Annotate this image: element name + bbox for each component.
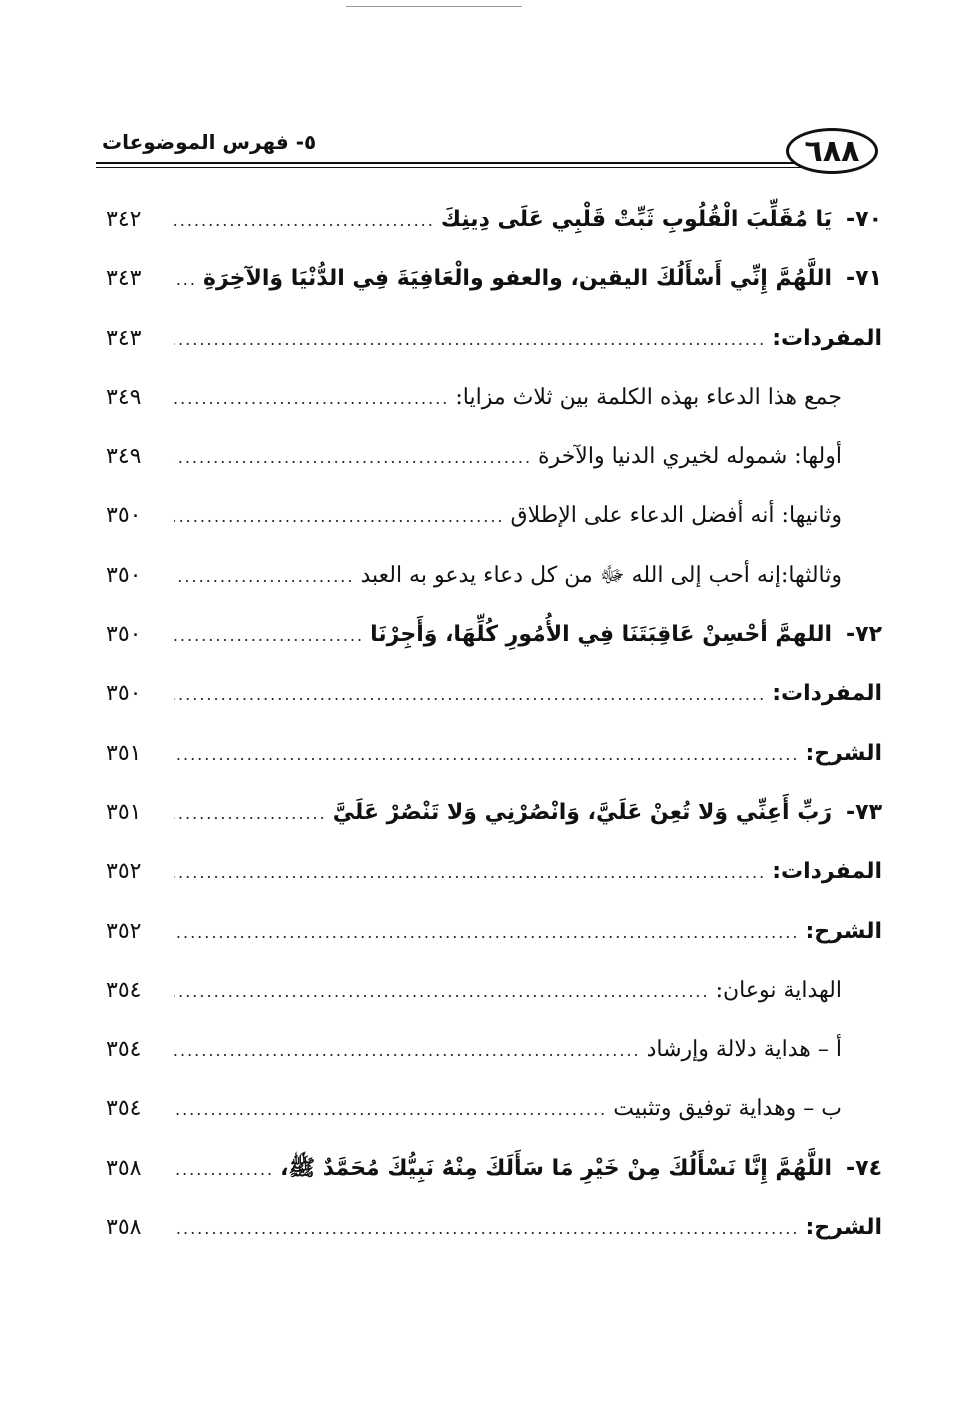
toc-entry-text: الشرح:: [805, 918, 882, 944]
toc-entry: [106, 368, 882, 427]
toc-entry: [106, 1198, 882, 1257]
toc-entry-text: وثانيها: أنه أفضل الدعاء على الإطلاق: [510, 503, 842, 529]
toc-entry-title: [455, 368, 882, 427]
toc-entry: [106, 605, 882, 664]
dot-leader: [174, 1021, 641, 1079]
toc-entry: [106, 309, 882, 368]
toc-entry-page: ٣٤٣: [106, 266, 142, 292]
toc-entry-text: رَبِّ أَعِنِّي وَلا تُعِنْ عَلَيَّ، وَانْصُرْنِي وَلا تَنْصُرْ عَلَيَّ: [332, 799, 832, 825]
toc-entry: [106, 546, 882, 605]
dot-leader: [174, 369, 449, 427]
toc-entry-text: الشرح:: [805, 740, 882, 766]
toc-entry-title: [370, 605, 882, 664]
toc-entry-page: ٣٥٠: [106, 503, 142, 529]
toc-entry-page: ٣٥٠: [106, 681, 142, 707]
top-rule: [346, 6, 522, 7]
toc-entry-page: ٣٥٢: [106, 918, 142, 944]
dot-leader: [174, 547, 354, 605]
toc-entry-page: ٣٥٤: [106, 1037, 142, 1063]
page-number-badge: [786, 128, 878, 174]
toc-entry-title: [805, 1198, 882, 1257]
toc-entry-title: [360, 546, 882, 605]
toc-entry-title: [647, 1020, 882, 1079]
page-header: [96, 124, 884, 184]
dot-leader: [174, 1080, 607, 1138]
toc-entry: [106, 486, 882, 545]
dot-leader: [174, 725, 799, 783]
toc-entry-title: [716, 961, 882, 1020]
toc-entry-number: ٧٢-: [846, 622, 882, 648]
dot-leader: [174, 191, 435, 249]
dot-leader: [174, 665, 766, 723]
header-rule: [96, 162, 804, 164]
toc-entry-page: ٣٤٣: [106, 325, 142, 351]
dot-leader: [174, 843, 766, 901]
toc-entry: [106, 902, 882, 961]
toc-entry-page: ٣٤٢: [106, 207, 142, 232]
toc-entry-title: [441, 190, 882, 249]
toc-entry-text: المفردات:: [772, 325, 882, 351]
toc-entry-text: اللهمَّ أحْسِنْ عَاقِبَتَنَا فِي الأُمُورِ كُلِّهَا، وَأَجِرْنَا: [370, 622, 832, 648]
toc-entry-text: الشرح:: [805, 1215, 882, 1241]
toc-entry-title: [511, 486, 882, 545]
toc-entry-page: ٣٥١: [106, 740, 142, 766]
dot-leader: [174, 606, 364, 664]
dot-leader: [174, 428, 532, 486]
toc-entry-title: [280, 1139, 882, 1198]
dot-leader: [174, 903, 799, 961]
toc-entry-title: [333, 783, 882, 842]
toc-entry-number: ٧٣-: [846, 799, 882, 825]
dot-leader: [174, 487, 505, 545]
toc-entry-text: اللَّهُمَّ إِنَّا نَسْأَلُكَ مِنْ خَيْرِ مَا سَأَلَكَ مِنْهُ نَبِيُّكَ مُحَمَّدٌ ﷺ،: [280, 1155, 832, 1181]
page-number: ٦٨٨: [804, 133, 860, 169]
dot-leader: [174, 1140, 274, 1198]
toc-entry: [106, 664, 882, 723]
table-of-contents: [106, 190, 882, 1257]
toc-entry-text: الهداية نوعان:: [715, 977, 842, 1003]
toc-entry-text: أ – هداية دلالة وإرشاد: [646, 1037, 842, 1063]
toc-entry-title: [538, 427, 882, 486]
toc-entry: [106, 842, 882, 901]
toc-entry-text: اللَّهُمَّ إِنِّي أَسْأَلُكَ اليقين، والعفو والْعَافِيَةَ فِي الدُّنْيَا وَالآخِرَةِ: [202, 266, 832, 292]
toc-entry-number: ٧١-: [846, 266, 882, 292]
toc-entry: [106, 1020, 882, 1079]
toc-entry-page: ٣٤٩: [106, 444, 142, 470]
toc-entry-text: المفردات:: [772, 859, 882, 885]
toc-entry: [106, 783, 882, 842]
dot-leader: [174, 250, 197, 308]
toc-entry-page: ٣٥٤: [106, 1096, 142, 1122]
toc-entry-number: ٧٤-: [846, 1155, 882, 1181]
toc-entry-text: ب – وهداية توفيق وتثبيت: [613, 1096, 842, 1122]
toc-entry-page: ٣٥٠: [106, 622, 142, 648]
toc-entry-title: [772, 309, 882, 368]
toc-entry-title: [805, 902, 882, 961]
toc-entry-number: ٧٠-: [846, 207, 882, 232]
toc-entry-title: [772, 664, 882, 723]
toc-entry: [106, 427, 882, 486]
toc-entry-page: ٣٥٤: [106, 977, 142, 1003]
toc-entry-title: [203, 249, 882, 308]
dot-leader: [174, 962, 710, 1020]
toc-entry-page: ٣٥٢: [106, 859, 142, 885]
toc-entry: [106, 961, 882, 1020]
toc-entry: [106, 1139, 882, 1198]
toc-entry: [106, 1079, 882, 1138]
toc-entry-text: وثالثها:إنه أحب إلى الله ﷻ من كل دعاء يدعو به العبد: [360, 562, 842, 588]
toc-entry-text: يَا مُقَلِّبَ الْقُلُوبِ ثَبِّتْ قَلْبِي عَلَى دِينِكَ: [440, 207, 832, 232]
header-rule-thin: [96, 167, 804, 168]
dot-leader: [174, 784, 327, 842]
toc-entry-text: المفردات:: [772, 681, 882, 707]
toc-entry-page: ٣٥٨: [106, 1215, 142, 1241]
toc-entry-page: ٣٥٠: [106, 562, 142, 588]
toc-entry-page: ٣٥٨: [106, 1155, 142, 1181]
toc-entry: [106, 724, 882, 783]
toc-entry-title: [805, 724, 882, 783]
running-title: ٥- فهرس الموضوعات: [102, 130, 317, 154]
toc-entry-text: جمع هذا الدعاء بهذه الكلمة بين ثلاث مزايا:: [455, 384, 842, 410]
toc-entry-page: ٣٥١: [106, 799, 142, 825]
toc-entry: [106, 190, 882, 249]
toc-entry-text: أولها: شموله لخيري الدنيا والآخرة: [538, 444, 842, 470]
toc-entry-title: [613, 1079, 882, 1138]
dot-leader: [174, 310, 766, 368]
toc-entry: [106, 249, 882, 308]
toc-entry-title: [772, 842, 882, 901]
dot-leader: [174, 1199, 799, 1257]
toc-entry-page: ٣٤٩: [106, 384, 142, 410]
